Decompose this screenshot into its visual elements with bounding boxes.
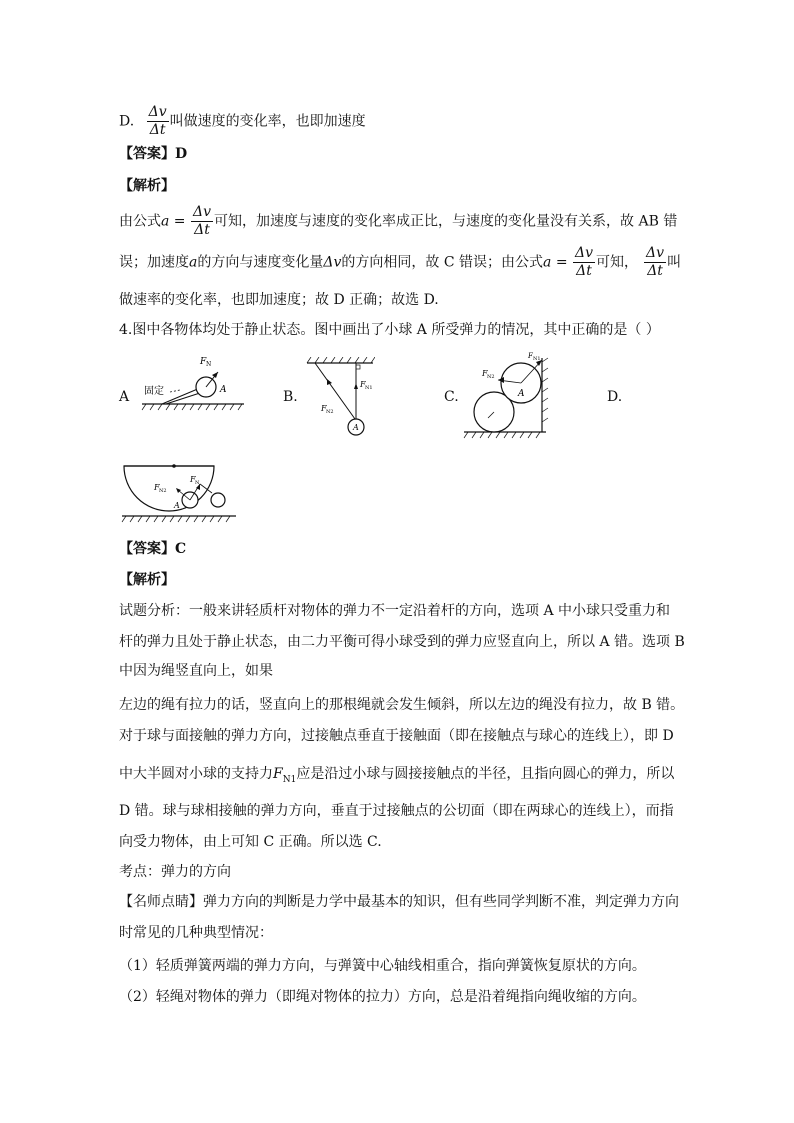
var-f: F [273,766,283,782]
fig-c-fn2-sub: N2 [487,374,495,380]
fig-c-fn2: F [482,369,488,378]
fraction [191,204,213,239]
text: 由公式 [119,213,161,230]
equals: = [169,213,190,230]
fig-d-label: D. [607,389,623,405]
analysis-line-2: 杆的弹力且处于静止状态，由二力平衡可得小球受到的弹力应竖直向上，所以 A 错。选项 B [119,634,685,650]
fig-a-fixed: 固定 [144,386,164,397]
analysis-line-3: 中因为绳竖直向上，如果 [119,663,273,679]
var-dv: Δv [323,254,342,271]
fig-a-label: A [119,389,130,405]
fig-a-ball: A [220,385,227,395]
text: 可知， [596,254,639,271]
analysis-line-4: 左边的绳有拉力的话，竖直向上的那根绳就会发生倾斜，所以左边的绳没有拉力，故 B 错。 [119,697,685,713]
item-1: （1）轻质弹簧两端的弹力方向，与弹簧中心轴线相重合，指向弹簧恢复原状的方向。 [119,958,646,974]
figure-b [305,357,375,441]
text: 叫 [667,254,682,271]
explanation-line-2 [119,245,681,280]
fig-d-fn2-sub: N2 [159,488,167,494]
question-4: 4.图中各物体均处于静止状态。图中画出了小球 A 所受弹力的情况，其中正确的是（ ） [119,322,660,338]
jiexi-2: 【解析】 [119,572,175,588]
item-2: （2）轻绳对物体的弹力（即绳对物体的拉力）方向，总是沿着绳指向绳收缩的方向。 [119,989,646,1005]
fig-c-ball: A [518,389,525,399]
text: 应是沿过小球与圆接接触点的半径，且指向圆心的弹力，所以 [296,766,675,782]
jiexi-1: 【解析】 [119,178,175,194]
fig-b-fn1: F [360,380,366,389]
option-d-text: 叫做速度的变化率，也即加速度 [169,113,366,130]
option-d-line [119,104,366,139]
analysis-line-5: 对于球与面接触的弹力方向，过接触点垂直于接触面（即在接触点与球心的连线上），即 D [119,728,674,744]
fig-c-label: C. [444,389,459,405]
fig-b-label: B. [283,389,298,405]
frac-den: Δt [149,122,166,138]
answer-1: 【答案】D [119,146,188,162]
fraction [573,245,595,280]
kaodian: 考点：弹力的方向 [119,864,231,880]
fig-d-fn: F [190,475,196,484]
figure-c [462,352,552,440]
text: 的方向与速度变化量 [197,254,324,271]
fig-b-fn1-sub: N1 [365,385,373,391]
fig-d-ball: A [174,501,180,510]
analysis-line-8: 向受力物体，由上可知 C 正确。所以选 C. [119,834,382,850]
option-prefix: D. [119,113,135,130]
fig-b-fn2: F [321,404,327,413]
fig-d-fn2: F [154,483,160,492]
analysis-line-7: D 错。球与球相接触的弹力方向，垂直于过接触点的公切面（即在两球心的连线上），而指 [119,803,674,819]
explanation-line-1 [119,204,677,239]
frac-den: Δt [576,263,592,279]
figure-a [140,352,250,414]
text: 可知，加速度与速度的变化率成正比，与速度的变化量没有关系，故 AB 错 [214,213,678,230]
var-a: a [543,254,552,271]
var-a: a [161,213,170,230]
frac-num: Δv [575,245,594,261]
fig-c-fn1-sub: N1 [533,356,541,362]
text: 中大半圆对小球的支持力 [119,766,273,782]
text: 误；加速度 [119,254,189,271]
frac-den: Δt [194,222,210,238]
analysis-line-1: 试题分析：一般来讲轻质杆对物体的弹力不一定沿着杆的方向，选项 A 中小球只受重力和 [119,603,671,619]
fig-b-ball: A [353,423,359,432]
frac-num: Δv [193,204,212,220]
text: 的方向相同，故 C 错误；由公式 [341,254,544,271]
fig-d-fn-sub: N [195,480,200,486]
explanation-line-3: 做速率的变化率，也即加速度；故 D 正确；故选 D. [119,292,439,308]
fig-b-fn2-sub: N2 [326,409,334,415]
fig-a-fn-sub: N [206,361,212,368]
frac-num: Δv [646,245,665,261]
mingshi-line-1: 【名师点睛】弹力方向的判断是力学中最基本的知识，但有些同学判断不准，判定弹力方向 [119,894,679,910]
figure-d [120,460,240,524]
mingshi-line-2: 时常见的几种典型情况： [119,925,273,941]
var-a: a [189,254,198,271]
analysis-line-6 [119,764,674,790]
answer-2: 【答案】C [119,541,187,557]
frac-den: Δt [647,263,663,279]
fig-a-fn: F [200,357,207,367]
var-sub: N1 [282,774,297,785]
equals: = [551,254,573,271]
fraction-dv-dt [147,104,169,139]
frac-num: Δv [148,104,167,120]
fig-c-fn1: F [528,352,533,360]
fraction [644,245,666,280]
